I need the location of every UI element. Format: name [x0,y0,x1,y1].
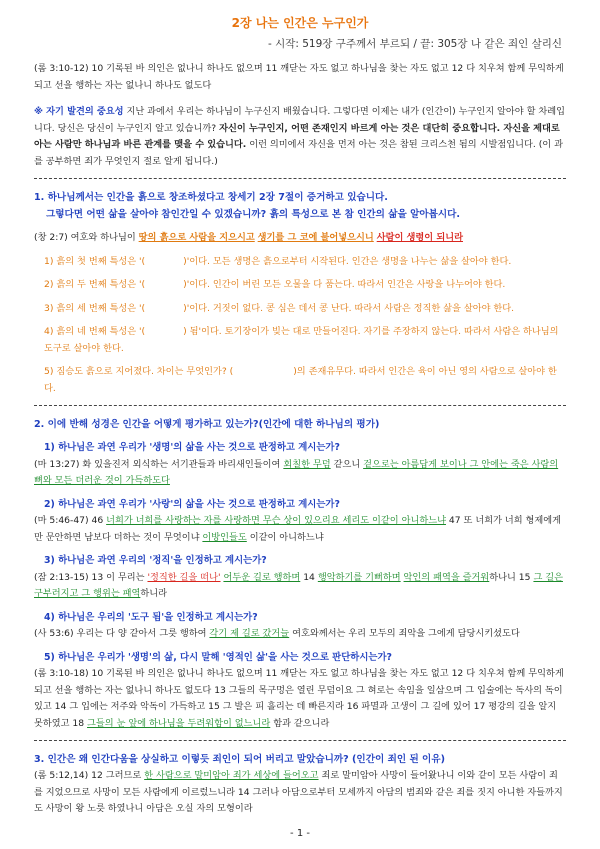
verse-ref: (창 2:7) 여호와 하나님이 [34,232,136,243]
question-4-verse: (사 53:6) 우리는 다 양 같아서 그릇 행하여 각기 제 길로 갔거늘 여호와께서는 우리 모두의 죄악을 그에게 담당시키셨도다 [34,628,520,639]
divider [34,178,566,179]
verse-highlight-1: 땅의 흙으로 사람을 지으시고 [138,232,255,243]
intro-verse: (롬 3:10-12) 10 기록된 바 의인은 없나니 하나도 없으며 11 깨닫는 자도 없고 하나님을 찾는 자도 없고 12 다 치우쳐 함께 무익하게 되고 선을 행하는 자는 없나니 하나도 없도다 [34,63,564,91]
soil-item-2: 2) 흙의 두 번째 특성은 '( )'이다. 인간이 버린 모든 오물을 다 품는다. 따라서 인간은 사랑을 나누어야 한다. [44,279,506,290]
soil-item-5: 5) 짐승도 흙으로 지어졌다. 차이는 무엇인가? ( )의 존재유무다. 따라서 인간은 육이 아닌 영의 사람으로 살아야 한다. [44,366,557,394]
question-3-verse: (잠 2:13-15) 13 이 무리는 '정직한 길을 떠나' 어두운 길로 행하며 14 행악하기를 기뻐하며 악인의 패역을 즐거워하나니 15 그 길은 구부러지고 그 행위는 패역하니라 [34,571,563,599]
question-4: 4) 하나님은 우리의 '도구 됨'을 인정하고 계시는가? [44,611,258,623]
self-awareness-bold: 자신이 누구인지, 어떤 존재인지 바르게 아는 것은 대단히 중요합니다. 자신을 제대로 아는 사람만 하나님과 바른 관계를 맺을 수 있습니다. [34,122,560,150]
self-awareness-paragraph [34,104,566,170]
question-2: 2) 하나님은 과연 우리가 '사랑'의 삶을 사는 것으로 판정하고 계시는가? [44,498,340,510]
soil-item-3: 3) 흙의 세 번째 특성은 '( )'이다. 거짓이 없다. 콩 심은 데서 콩 난다. 따라서 사람은 정직한 삶을 살아야 한다. [44,302,515,314]
page-title: 2장 나는 인간은 누구인가 [231,16,369,30]
question-2-verse: (마 5:46-47) 46 너희가 너희를 사랑하는 자를 사랑하면 무슨 상이 있으리요 세리도 이같이 아니하느냐 47 또 너희가 너희 형제에게만 문안하면 남보다 더하는 것이 무엇이냐 이방인들도 이같이 아니하느냐 [34,515,562,543]
self-awareness-label: ※ 자기 발견의 중요성 [34,106,124,117]
divider [34,405,566,406]
soil-item-1: 1) 흙의 첫 번째 특성은 '( )'이다. 모든 생명은 흙으로부터 시작된다. 인간은 생명을 나누는 삶을 살아야 한다. [44,255,512,267]
question-5: 5) 하나님은 우리가 '생명'의 삶, 다시 말해 '영적인 삶'을 사는 것으로 판단하시는가? [44,651,392,663]
section3-verse: (롬 5:12,14) 12 그러므로 한 사람으로 말미암아 죄가 세상에 들어오고 죄로 말미암아 사망이 들어왔나니 이와 같이 모든 사람이 죄를 지었으므로 사망이 모든 사람에게 이르렀느니라 14 그러나 아담으로부터 모세까지 아담의 범죄와 같은 죄를 짓지 아니한 자들까지도 사망이 왕 노릇 하였나니 아담은 오실 자의 모형이라 [34,770,563,814]
soil-item-4: 4) 흙의 네 번째 특성은 '( ) 됨'이다. 토기장이가 빚는 대로 만들어진다. 자기를 주장하지 않는다. 따라서 사람은 하나님의 도구로 살아야 한다. [44,326,559,354]
section3-heading: 3. 인간은 왜 인간다움을 상실하고 이렇듯 죄인이 되어 버리고 말았습니까? (인간이 죄인 된 이유) [34,754,445,765]
verse-highlight-3: 사람이 생령이 되니라 [376,232,463,243]
question-1-verse: (마 13:27) 화 있을진저 외식하는 서기관들과 바리새인들이여 회칠한 무덤 같으니 겉으로는 아름답게 보이나 그 안에는 죽은 사람의 뼈와 모든 더러운 것이 가득하도다 [34,458,559,486]
divider [34,740,566,741]
section2-heading: 2. 이에 반해 성경은 인간을 어떻게 평가하고 있는가?(인간에 대한 하나님의 평가) [34,419,380,430]
question-5-verse: (롬 3:10-18) 10 기록된 바 의인은 없나니 하나도 없으며 11 깨닫는 자도 없고 하나님을 찾는 자도 없고 12 다 치우쳐 함께 무익하게 되고 선을 행하는 자는 없나니 하나도 없도다 13 그들의 목구멍은 열린 무덤이요 그 혀로는 속임을 일삼으며 그 입술에는 독사의 독이 있고 14 그 입에는 저주와 악독이 가득하고 15 그 발은 피 흘리는 데 빠른지라 16 파멸과 고생이 그 길에 있어 17 평강의 길을 알지 못하였고 18 그들의 눈 앞에 하나님을 두려워함이 없느니라 함과 같으니라 [34,668,564,729]
self-awareness-text1: 지난 과에서 우리는 하나님이 누구신지 배웠습니다. 그렇다면 이제는 내가 (인간이) 누구인지 알아야 할 차례입니다. 당신은 당신이 누구인지 알고 있습니까? [34,106,566,134]
verse-highlight-2: 생기를 그 코에 불어넣으시니 [257,232,374,243]
genesis-verse [34,230,566,247]
question-1: 1) 하나님은 과연 우리가 '생명'의 삶을 사는 것으로 판정하고 계시는가? [44,442,340,453]
section1-heading1: 1. 하나님께서는 인간을 흙으로 창조하셨다고 창세기 2장 7절이 증거하고 있습니다. [34,192,388,203]
page-number: - 1 - [290,828,310,839]
self-awareness-text2: 이런 의미에서 자신을 먼저 아는 것은 참된 크리스천 됨의 시발점입니다. (이 과를 공부하면 죄가 무엇인지 절로 알게 됩니다.) [34,139,563,167]
question-3: 3) 하나님은 과연 우리의 '정직'을 인정하고 계시는가? [44,555,267,566]
hymn-subtitle: - 시작: 519장 구주께서 부르되 / 끝: 305장 나 같은 죄인 살리신 [267,38,562,50]
section1-heading2: 그렇다면 어떤 삶을 살아야 참인간일 수 있겠습니까? 흙의 특성으로 본 참 인간의 삶을 알아봅시다. [46,209,461,220]
